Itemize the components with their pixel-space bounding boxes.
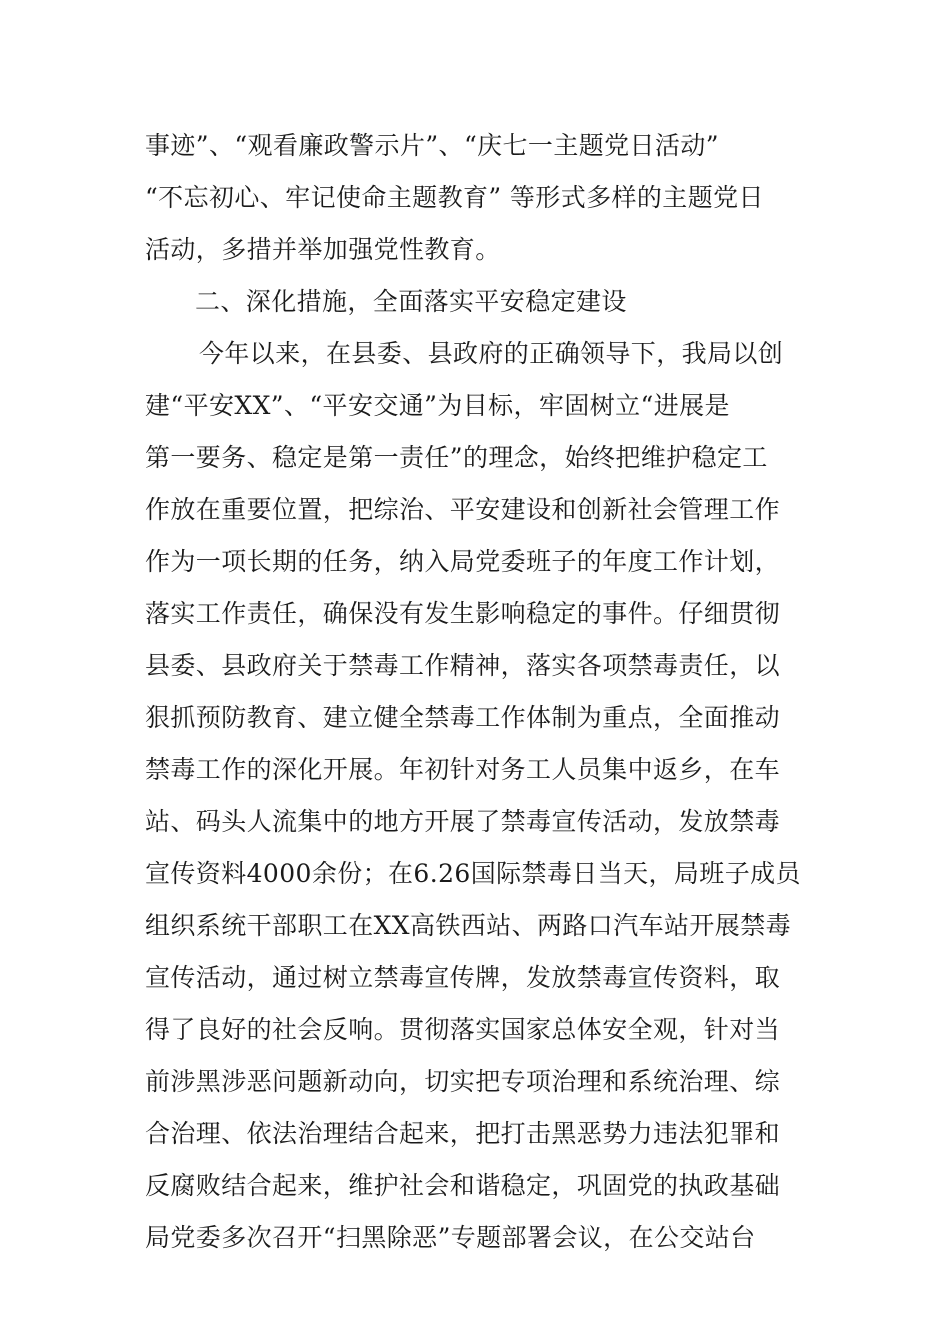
text-line: 宣传活动，通过树立禁毒宣传牌，发放禁毒宣传资料，取 — [145, 963, 781, 992]
text-line: 事迹”、“观看廉政警示片”、“庆七一主题党日活动” — [145, 131, 719, 160]
text-line: 狠抓预防教育、建立健全禁毒工作体制为重点，全面推动 — [145, 703, 781, 732]
text-line: “不忘初心、牢记使命主题教育” 等形式多样的主题党日 — [145, 183, 764, 212]
text-line: 禁毒工作的深化开展。年初针对务工人员集中返乡，在车 — [145, 755, 781, 784]
text-line: 作放在重要位置，把综治、平安建设和创新社会管理工作 — [145, 495, 781, 524]
text-line: 站、码头人流集中的地方开展了禁毒宣传活动，发放禁毒 — [145, 807, 781, 836]
text-line: 局党委多次召开“扫黑除恶”专题部署会议，在公交站台 — [145, 1223, 756, 1252]
text-line: 得了良好的社会反响。贯彻落实国家总体安全观，针对当 — [145, 1015, 781, 1044]
text-line: 建“平安XX”、“平安交通”为目标，牢固树立“进展是 — [145, 391, 730, 420]
paragraph-first-line: 今年以来，在县委、县政府的正确领导下，我局以创 — [199, 339, 784, 368]
document-body — [145, 120, 810, 1264]
text-line: 合治理、依法治理结合起来，把打击黑恶势力违法犯罪和 — [145, 1119, 781, 1148]
section-heading: 二、深化措施，全面落实平安稳定建设 — [195, 287, 627, 316]
text-line: 作为一项长期的任务，纳入局党委班子的年度工作计划， — [145, 547, 781, 576]
text-line: 宣传资料4000余份；在6.26国际禁毒日当天，局班子成员 — [145, 859, 801, 888]
text-line: 组织系统干部职工在XX高铁西站、两路口汽车站开展禁毒 — [145, 911, 791, 940]
text-line: 活动，多措并举加强党性教育。 — [145, 235, 501, 264]
text-line: 第一要务、稳定是第一责任”的理念，始终把维护稳定工 — [145, 443, 768, 472]
text-line: 县委、县政府关于禁毒工作精神，落实各项禁毒责任，以 — [145, 651, 781, 680]
text-line: 前涉黑涉恶问题新动向，切实把专项治理和系统治理、综 — [145, 1067, 781, 1096]
text-line: 落实工作责任，确保没有发生影响稳定的事件。仔细贯彻 — [145, 599, 781, 628]
text-line: 反腐败结合起来，维护社会和谐稳定，巩固党的执政基础 — [145, 1171, 781, 1200]
